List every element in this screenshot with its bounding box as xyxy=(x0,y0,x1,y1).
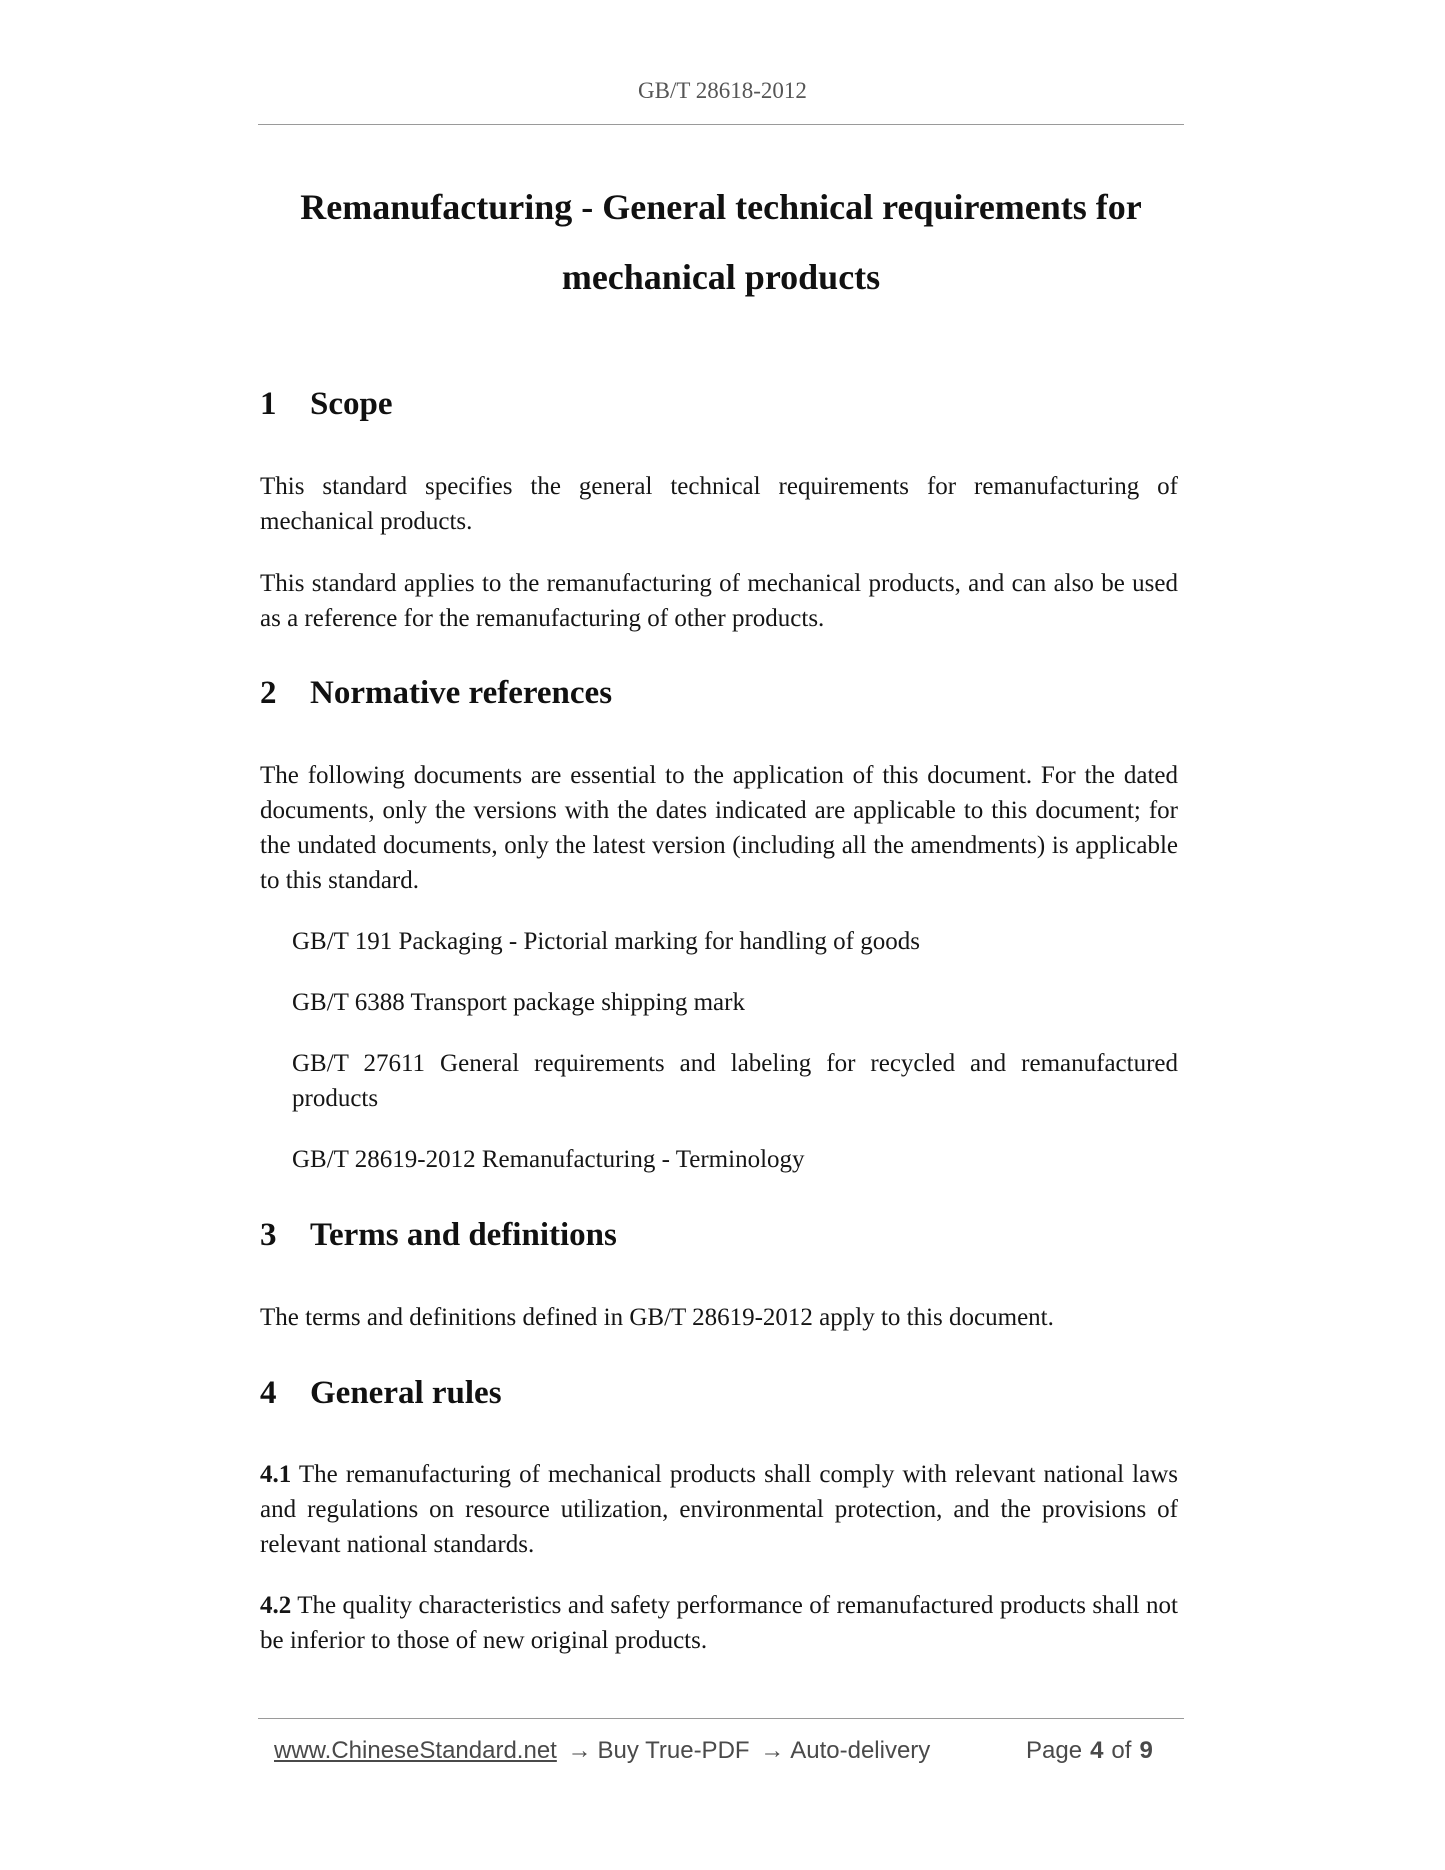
clause-number: 4.2 xyxy=(260,1592,292,1619)
section-title: Normative references xyxy=(310,675,613,711)
arrow-right-icon: → xyxy=(760,1737,785,1764)
section-heading-normative-references xyxy=(260,675,612,712)
section-heading-scope xyxy=(260,386,393,423)
buy-true-pdf-link[interactable]: Buy True-PDF xyxy=(597,1737,750,1764)
normative-reference-item: GB/T 27611 General requirements and labeling for recycled and remanufactured products xyxy=(292,1050,1178,1112)
of-label: of xyxy=(1111,1737,1132,1764)
scope-paragraph-2: This standard applies to the remanufacturing of mechanical products, and can also be used as a reference for the remanufacturing of other products. xyxy=(260,570,1178,632)
normative-intro-paragraph: The following documents are essential to the application of this document. For the dated documents, only the versions with the dates indicated are applicable to this document; for the undated documents, only the latest version (including all the amendments) is applicable to this standard. xyxy=(260,762,1178,894)
clause-4-2 xyxy=(260,1588,1178,1658)
header-divider xyxy=(258,124,1184,125)
running-header: GB/T 28618-2012 xyxy=(638,78,807,103)
normative-reference-item: GB/T 6388 Transport package shipping mark xyxy=(292,989,745,1016)
document-title-line-2: mechanical products xyxy=(561,257,881,297)
section-title: General rules xyxy=(310,1375,502,1411)
section-heading-terms-and-definitions xyxy=(260,1217,617,1254)
document-title xyxy=(258,172,1184,312)
section-number: 4 xyxy=(260,1375,277,1411)
clause-number: 4.1 xyxy=(260,1461,292,1488)
clause-text: The remanufacturing of mechanical products shall comply with relevant national laws and regulations on resource utilization, environmental protection, and the provisions of relevant national standards. xyxy=(260,1461,1178,1558)
auto-delivery-text: Auto-delivery xyxy=(790,1737,931,1764)
normative-reference-item: GB/T 191 Packaging - Pictorial marking for handling of goods xyxy=(292,928,920,955)
website-link[interactable]: www.ChineseStandard.net xyxy=(274,1737,557,1764)
section-title: Terms and definitions xyxy=(310,1217,617,1253)
footer-divider xyxy=(258,1718,1184,1719)
section-heading-general-rules xyxy=(260,1375,502,1412)
clause-4-1 xyxy=(260,1457,1178,1562)
clause-text: The quality characteristics and safety performance of remanufactured products shall not be inferior to those of new original products. xyxy=(260,1592,1178,1654)
arrow-right-icon: → xyxy=(567,1737,592,1764)
total-pages-number: 9 xyxy=(1139,1737,1153,1764)
page-label: Page xyxy=(1026,1737,1083,1764)
current-page-number: 4 xyxy=(1090,1737,1104,1764)
footer-links xyxy=(274,1737,930,1765)
section-number: 1 xyxy=(260,386,277,422)
section-number: 3 xyxy=(260,1217,277,1253)
terms-paragraph: The terms and definitions defined in GB/T 28619-2012 apply to this document. xyxy=(260,1304,1054,1331)
page-footer xyxy=(274,1737,1174,1769)
page-indicator xyxy=(1026,1737,1161,1765)
scope-paragraph-1: This standard specifies the general technical requirements for remanufacturing of mechanical products. xyxy=(260,473,1178,535)
document-title-line-1: Remanufacturing - General technical requirements for xyxy=(300,187,1142,227)
normative-reference-item: GB/T 28619-2012 Remanufacturing - Terminology xyxy=(292,1146,805,1173)
section-number: 2 xyxy=(260,675,277,711)
section-title: Scope xyxy=(310,386,393,422)
